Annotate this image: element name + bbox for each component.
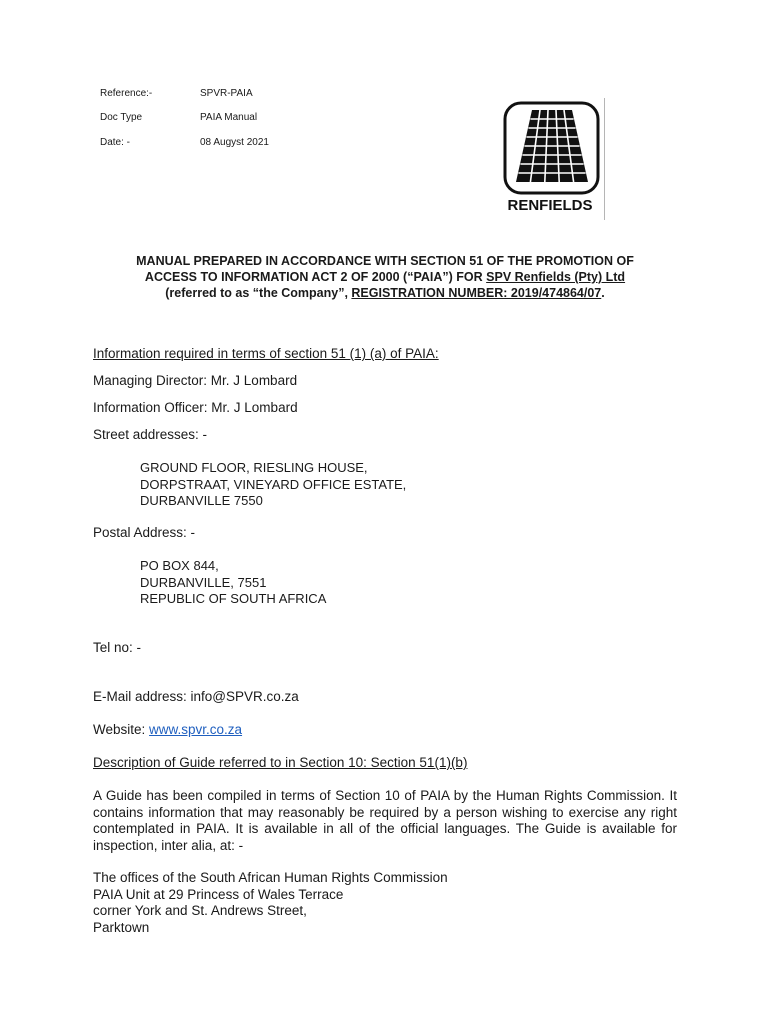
renfields-logo	[498, 100, 606, 220]
website-label: Website:	[93, 722, 150, 737]
doctype-value: PAIA Manual	[200, 112, 258, 123]
postal-line: DURBANVILLE, 7551	[140, 574, 267, 590]
website-link[interactable]: www.spvr.co.za	[149, 722, 243, 737]
street-address-block	[140, 460, 406, 510]
solar-panel-icon	[498, 100, 606, 220]
date-value: 08 Augyst 2021	[200, 137, 269, 148]
postal-line: PO BOX 844,	[140, 558, 219, 573]
title-line-1: MANUAL PREPARED IN ACCORDANCE WITH SECTION 51 OF THE PROMOTION OF	[136, 254, 634, 268]
reference-value: SPVR-PAIA	[200, 88, 253, 99]
office-line: PAIA Unit at 29 Princess of Wales Terrace	[93, 886, 344, 902]
info-section-heading: Information required in terms of section 51 (1) (a) of PAIA:	[93, 346, 439, 361]
street-line: GROUND FLOOR, RIESLING HOUSE,	[140, 460, 368, 475]
reference-label: Reference:-	[100, 88, 153, 99]
title-line-3-suffix: .	[601, 286, 605, 300]
title-line-3	[100, 285, 670, 301]
information-officer: Information Officer: Mr. J Lombard	[93, 400, 298, 415]
street-line: DURBANVILLE 7550	[140, 493, 263, 508]
title-line-2	[100, 269, 670, 285]
title-line-2-text: ACCESS TO INFORMATION ACT 2 OF 2000 (“PAIA”) FOR	[144, 270, 487, 284]
manual-title	[100, 253, 670, 301]
postal-address-block	[140, 558, 326, 608]
website-row	[93, 722, 242, 737]
header-divider	[604, 98, 605, 220]
title-line-3-text: (referred to as “the Company”,	[165, 286, 352, 300]
street-line: DORPSTRAAT, VINEYARD OFFICE ESTATE,	[140, 476, 407, 492]
doctype-label: Doc Type	[100, 112, 143, 123]
office-line: corner York and St. Andrews Street,	[93, 903, 307, 918]
company-name: SPV Renfields (Pty) Ltd	[486, 270, 626, 284]
logo-text: RENFIELDS	[507, 197, 593, 214]
tel-number: Tel no: -	[93, 640, 142, 655]
email-address: E-Mail address: info@SPVR.co.za	[93, 689, 299, 704]
postal-address-label: Postal Address: -	[93, 525, 196, 540]
office-line: The offices of the South African Human Rights Commission	[93, 870, 448, 885]
managing-director: Managing Director: Mr. J Lombard	[93, 373, 298, 388]
guide-paragraph: A Guide has been compiled in terms of Section 10 of PAIA by the Human Rights Commission. It contains information that may reasonably be required by a person wishing to exercise any right contemplated in PAIA. It is available in all of the official languages. The Guide is available for inspection, inter alia, at: -	[93, 788, 677, 853]
registration-number: REGISTRATION NUMBER: 2019/474864/07	[351, 286, 602, 300]
postal-line: REPUBLIC OF SOUTH AFRICA	[140, 591, 327, 606]
date-label: Date: -	[100, 137, 131, 148]
guide-heading: Description of Guide referred to in Section 10: Section 51(1)(b)	[93, 755, 468, 770]
hrc-office-address	[93, 870, 448, 936]
street-address-label: Street addresses: -	[93, 427, 208, 442]
office-line: Parktown	[93, 919, 150, 935]
